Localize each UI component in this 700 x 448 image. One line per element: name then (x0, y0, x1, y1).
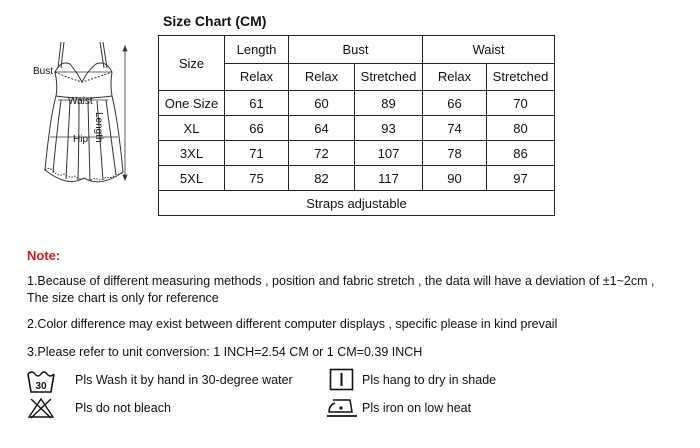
table-row (159, 116, 555, 141)
size-cell: 5XL (159, 166, 225, 191)
value-cell: 78 (423, 141, 487, 166)
value-cell: 66 (423, 91, 487, 116)
value-cell: 107 (355, 141, 423, 166)
note-item: The size chart is only for reference (27, 291, 219, 305)
subheader-cell: Relax (225, 63, 289, 91)
subheader-cell: Stretched (355, 63, 423, 91)
value-cell: 64 (289, 116, 355, 141)
size-cell: XL (159, 116, 225, 141)
value-cell: 97 (487, 166, 555, 191)
value-cell: 93 (355, 116, 423, 141)
bust-label: Bust (33, 66, 54, 77)
size-header: Size (159, 36, 225, 91)
value-cell: 71 (225, 141, 289, 166)
size-chart-title: Size Chart (CM) (163, 13, 267, 29)
care-instruction: Pls hang to dry in shade (362, 373, 497, 387)
size-cell: 3XL (159, 141, 225, 166)
subheader-cell: Relax (289, 63, 355, 91)
table-row (159, 141, 555, 166)
note-item: 2.Color difference may exist between different computer displays , specific please in kind prevail (27, 317, 558, 331)
hang-dry-shade-icon (329, 368, 355, 392)
value-cell: 75 (225, 166, 289, 191)
value-cell: 60 (289, 91, 355, 116)
table-footer-row (159, 191, 555, 216)
straps-note: Straps adjustable (159, 191, 555, 216)
value-cell: 74 (423, 116, 487, 141)
hand-wash-temp: 30 (35, 381, 47, 392)
iron-low-heat-icon (326, 396, 358, 418)
subheader-cell: Relax (423, 63, 487, 91)
note-item: 1.Because of different measuring methods , position and fabric stretch , the data will have a deviation of ±1~2cm , (27, 274, 655, 288)
care-instruction: Pls Wash it by hand in 30-degree water (75, 373, 293, 387)
care-instruction: Pls iron on low heat (362, 401, 472, 415)
value-cell: 86 (487, 141, 555, 166)
value-cell: 80 (487, 116, 555, 141)
table-row (159, 166, 555, 191)
subheader-cell: Stretched (487, 63, 555, 91)
hip-label: Hip (73, 134, 89, 145)
size-cell: One Size (159, 91, 225, 116)
size-table (158, 35, 555, 216)
value-cell: 90 (423, 166, 487, 191)
note-label: Note: (27, 248, 61, 263)
table-row (159, 91, 555, 116)
note-item: 3.Please refer to unit conversion: 1 INCH=2.54 CM or 1 CM=0.39 INCH (27, 345, 423, 359)
table-header-row (159, 36, 555, 64)
value-cell: 82 (289, 166, 355, 191)
care-instruction: Pls do not bleach (75, 401, 171, 415)
length-header: Length (225, 36, 289, 64)
length-label: Length (93, 112, 104, 143)
do-not-bleach-icon (27, 396, 55, 420)
value-cell: 72 (289, 141, 355, 166)
value-cell: 117 (355, 166, 423, 191)
bust-header: Bust (289, 36, 423, 64)
value-cell: 70 (487, 91, 555, 116)
hand-wash-30-icon (26, 368, 56, 394)
value-cell: 89 (355, 91, 423, 116)
value-cell: 61 (225, 91, 289, 116)
value-cell: 66 (225, 116, 289, 141)
waist-label: Waist (68, 96, 93, 107)
garment-figure (28, 38, 140, 193)
waist-header: Waist (423, 36, 555, 64)
